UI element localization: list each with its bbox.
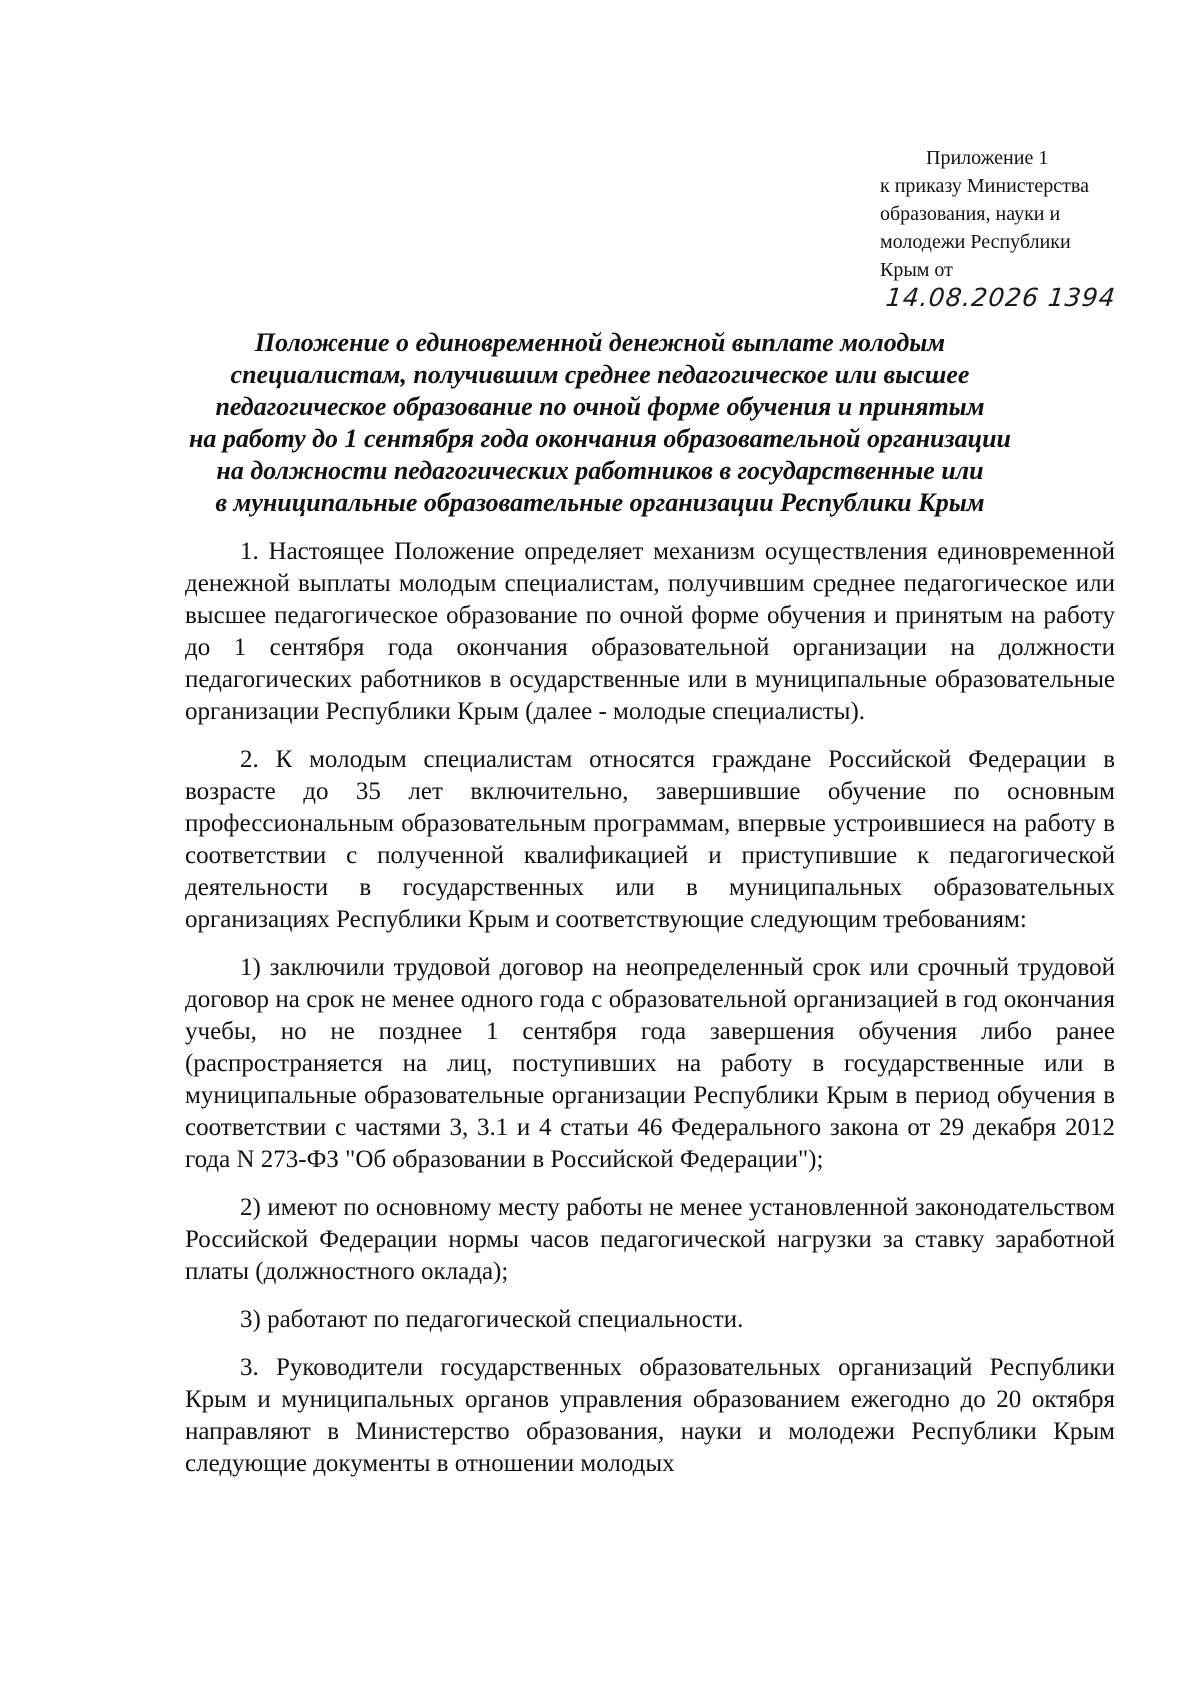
title-line-3: педагогическое образование по очной форме обучения и принятым [215,392,985,421]
paragraph-2-item-1: 1) заключили трудовой договор на неопределенный срок или срочный трудовой договор на срок не менее одного года с образовательной организацией в год окончания учебы, но не позднее 1 сентября года завершения обучения либо ранее (распространяется на лиц, поступивших на работу в государственные или в муниципальные образовательные организации Республики Крым в период обучения в соответствии с частями 3, 3.1 и 4 статьи 46 Федерального закона от 29 декабря 2012 года N 273-ФЗ "Об образовании в Российской Федерации"); [185,954,1115,1173]
paragraph-2: 2. К молодым специалистам относятся граждане Российской Федерации в возрасте до 35 лет включительно, завершившие обучение по основным профессиональным образовательным программам, впервые устроившиеся на работу в соответствии с полученной квалификацией и приступившие к педагогической деятельности в государственных или в муниципальных образовательных организациях Республики Крым и соответствующие следующим требованиям: [185,746,1115,933]
handwritten-date-number: 14.08.2026 1394 [884,283,1118,312]
title-line-5: на должности педагогических работников в государственные или [216,456,984,485]
annex-line-1: Приложение 1 [926,147,1049,169]
paragraph-2-item-2: 2) имеют по основному месту работы не менее установленной законодательством Российской Федерации нормы часов педагогической нагрузки за ставку заработной платы (должностного оклада); [185,1194,1115,1285]
document-title [160,327,1040,519]
paragraph-2-item-3: 3) работают по педагогической специальности. [240,1306,744,1333]
annex-date-prefix: Крым от [880,259,953,281]
title-line-2: специалистам, получившим среднее педагогическое или высшее [230,360,970,389]
annex-line-5 [880,256,1180,314]
title-line-1: Положение о единовременной денежной выплате молодым [254,328,946,357]
paragraph-1: 1. Настоящее Положение определяет механизм осуществления единовременной денежной выплаты молодым специалистам, получившим среднее педагогическое или высшее педагогическое образование по очной форме обучения и принятым на работу до 1 сентября года окончания образовательной организации на должности педагогических работников в осударственные или в муниципальные образовательные организации Республики Крым (далее - молодые специалисты). [185,538,1115,725]
annex-line-2: к приказу Министерства [880,175,1089,197]
annex-line-4: молодежи Республики [880,231,1071,253]
annex-line-3: образования, науки и [880,203,1061,225]
document-body [185,536,1115,1496]
annex-block [880,144,1180,314]
title-line-6: в муниципальные образовательные организации Республики Крым [215,488,985,517]
title-line-4: на работу до 1 сентября года окончания образовательной организации [188,424,1012,453]
paragraph-3: 3. Руководители государственных образовательных организаций Республики Крым и муниципальных органов управления образованием ежегодно до 20 октября направляют в Министерство образования, науки и молодежи Республики Крым следующие документы в отношении молодых [185,1354,1115,1477]
